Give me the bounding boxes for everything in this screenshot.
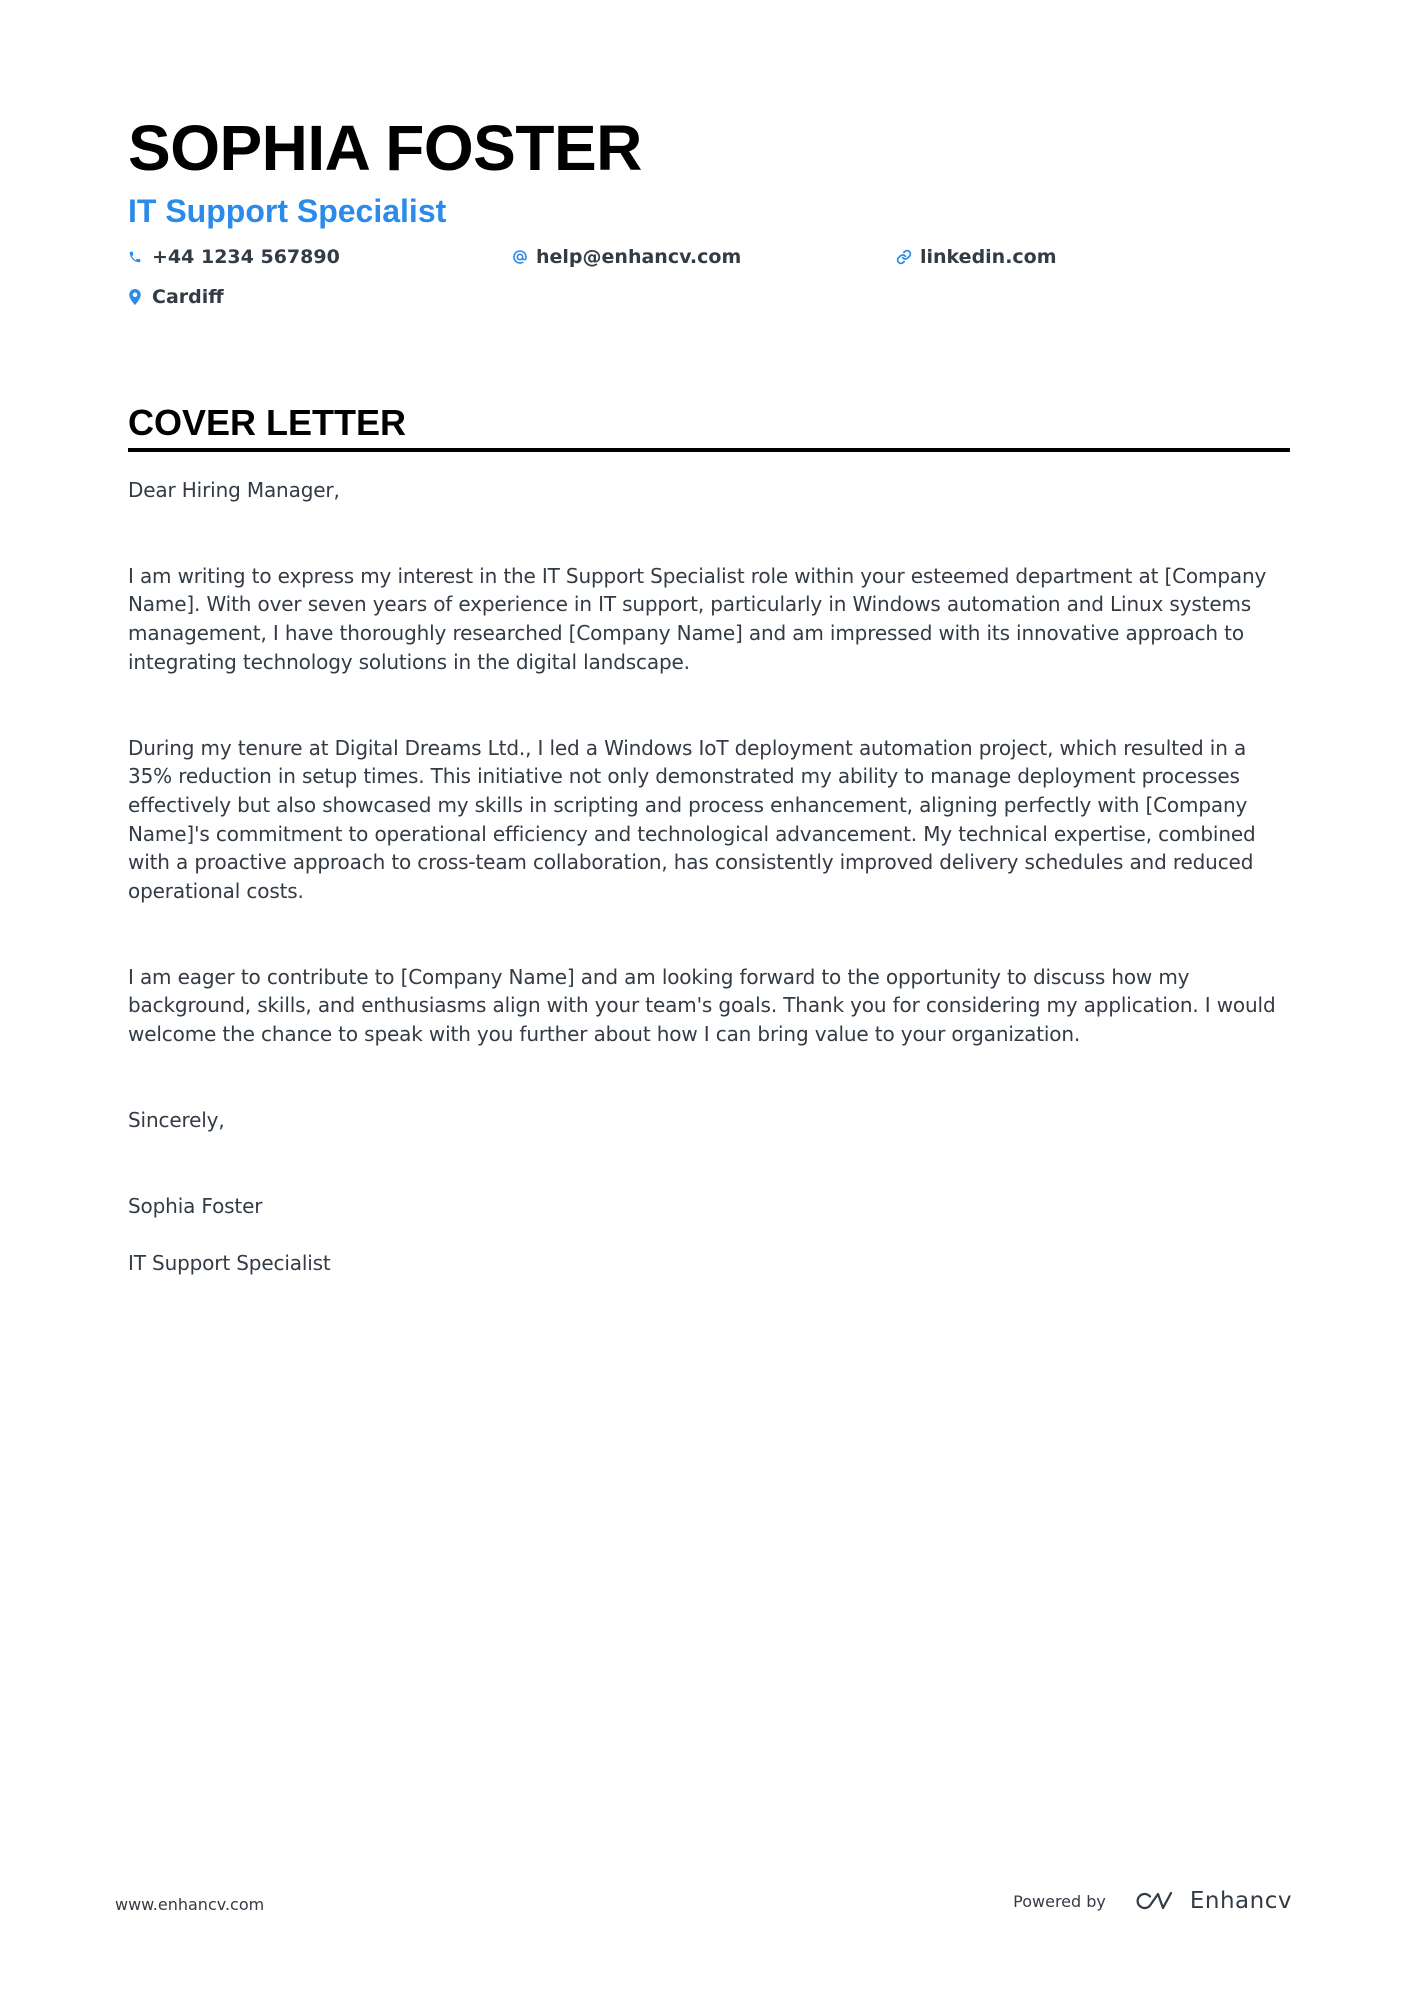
letter-paragraph: I am writing to express my interest in the IT Support Specialist role within your esteemed department at [Company Name]. With over seven years of experience in IT support, particularly in Windows automation and Linux systems management, I have thoroughly researched [Company Name] and am impressed with its innovative approach to integrating technology solutions in the digital landscape.: [128, 563, 1267, 674]
location-value: Cardiff: [152, 286, 224, 308]
letter-greeting: Dear Hiring Manager,: [128, 478, 340, 502]
brand-name: Enhancv: [1189, 1888, 1292, 1914]
letter-paragraph: I am eager to contribute to [Company Name] and am looking forward to the opportunity to discuss how my background, skills, and enthusiasms align with your team's goals. Thank you for considering my application. I would welcome the chance to speak with you further about how I can bring value to your organization.: [128, 964, 1276, 1047]
link-icon: [896, 246, 918, 268]
contact-location: [128, 284, 512, 310]
applicant-title: IT Support Specialist: [128, 193, 447, 229]
signature-name: Sophia Foster: [128, 1193, 263, 1218]
section-title: COVER LETTER: [128, 402, 1290, 452]
contact-phone[interactable]: [128, 244, 512, 270]
applicant-name: SOPHIA FOSTER: [128, 112, 642, 184]
letter-paragraph: During my tenure at Digital Dreams Ltd., I led a Windows IoT deployment automation project, which resulted in a 35% reduction in setup times. This initiative not only demonstrated my ability to manage deployment processes effectively but also showcased my skills in scripting and process enhancement, aligning perfectly with [Company Name]'s commitment to operational efficiency and technological advancement. My technical expertise, combined with a proactive approach to cross-team collaboration, has consistently improved delivery schedules and reduced operational costs.: [128, 735, 1256, 904]
email-value: help@enhancv.com: [536, 246, 742, 268]
footer-website[interactable]: www.enhancv.com: [115, 1895, 265, 1914]
at-icon: [512, 246, 534, 268]
powered-by-label: Powered by: [1013, 1891, 1106, 1911]
contact-linkedin[interactable]: [896, 244, 1280, 270]
location-pin-icon: [128, 286, 150, 308]
letter-body: [128, 476, 1290, 1278]
letter-closing: Sincerely,: [128, 1107, 225, 1132]
linkedin-value: linkedin.com: [920, 246, 1057, 268]
phone-icon: [128, 246, 150, 268]
contact-list: [128, 244, 1290, 310]
enhancv-logo-icon: [1134, 1889, 1180, 1913]
phone-value: +44 1234 567890: [152, 246, 340, 268]
contact-email[interactable]: [512, 244, 896, 270]
footer-branding: [1013, 1888, 1292, 1914]
signature-title: IT Support Specialist: [128, 1251, 331, 1276]
cover-letter-page: [128, 108, 1290, 1335]
